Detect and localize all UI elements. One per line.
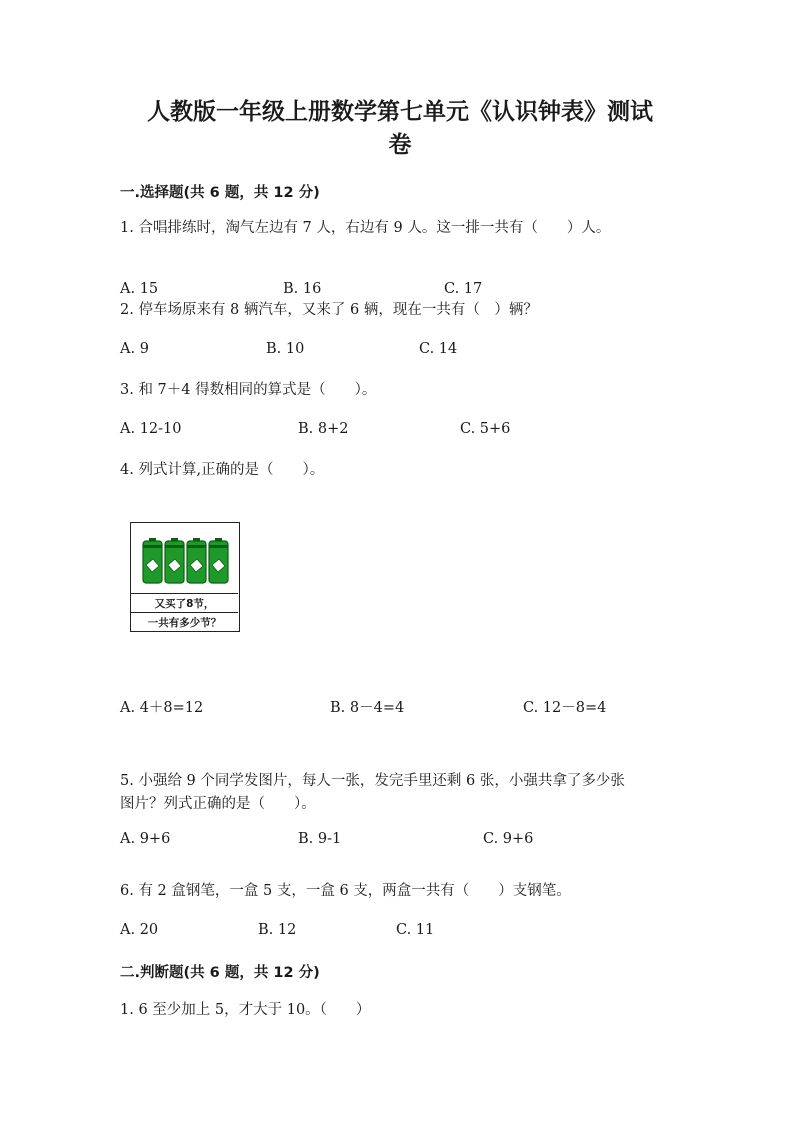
question-1: 1. 合唱排练时，淘气左边有 7 人，右边有 9 人。这一排一共有（ ）人。 bbox=[120, 220, 611, 236]
q4-option-a: A. 4＋8=12 bbox=[120, 700, 204, 716]
q3-option-a: A. 12-10 bbox=[120, 421, 182, 437]
q3-option-c: C. 5+6 bbox=[460, 421, 511, 437]
page-title-line1: 人教版一年级上册数学第七单元《认识钟表》测试 bbox=[147, 99, 653, 125]
battery-icon bbox=[187, 538, 206, 583]
q2-option-a: A. 9 bbox=[120, 341, 149, 357]
question-5-line2: 图片？列式正确的是（ ）。 bbox=[120, 796, 316, 812]
battery-icon bbox=[165, 538, 184, 583]
figure-caption-2: 一共有多少节？ bbox=[147, 617, 222, 629]
question-4: 4. 列式计算,正确的是（ ）。 bbox=[120, 462, 325, 478]
q1-option-c: C. 17 bbox=[444, 281, 483, 297]
figure-divider-2 bbox=[131, 612, 238, 613]
figure-divider-1 bbox=[131, 593, 238, 594]
question-5 bbox=[120, 770, 680, 816]
section-heading-judgement: 二.判断题(共 6 题，共 12 分) bbox=[120, 965, 320, 981]
batteries-image bbox=[141, 537, 231, 585]
q6-option-b: B. 12 bbox=[258, 922, 297, 938]
judgement-1: 1. 6 至少加上 5，才大于 10。（ ） bbox=[120, 1002, 371, 1018]
q4-option-b: B. 8－4=4 bbox=[330, 700, 405, 716]
q2-option-b: B. 10 bbox=[266, 341, 305, 357]
page-title-line2: 卷 bbox=[388, 132, 412, 158]
section-heading-choice: 一.选择题(共 6 题，共 12 分) bbox=[120, 185, 320, 201]
q4-option-c: C. 12－8=4 bbox=[523, 700, 607, 716]
question-2: 2. 停车场原来有 8 辆汽车，又来了 6 辆，现在一共有（ ）辆？ bbox=[120, 302, 538, 318]
q3-option-b: B. 8+2 bbox=[298, 421, 349, 437]
q2-option-c: C. 14 bbox=[419, 341, 458, 357]
question-5-line1: 5. 小强给 9 个同学发图片，每人一张，发完手里还剩 6 张，小强共拿了多少张 bbox=[120, 773, 625, 789]
q6-option-a: A. 20 bbox=[120, 922, 159, 938]
q5-option-a: A. 9+6 bbox=[120, 831, 171, 847]
q1-option-a: A. 15 bbox=[120, 281, 159, 297]
battery-figure bbox=[130, 522, 240, 632]
battery-icon bbox=[209, 538, 228, 583]
battery-icon bbox=[143, 538, 162, 583]
page-title bbox=[120, 96, 680, 162]
figure-caption-1: 又买了8节， bbox=[154, 598, 215, 610]
q5-option-c: C. 9+6 bbox=[483, 831, 534, 847]
q6-option-c: C. 11 bbox=[396, 922, 435, 938]
q5-option-b: B. 9-1 bbox=[298, 831, 342, 847]
question-6: 6. 有 2 盒钢笔，一盒 5 支，一盒 6 支，两盒一共有（ ）支钢笔。 bbox=[120, 883, 571, 899]
question-3: 3. 和 7＋4 得数相同的算式是（ ）。 bbox=[120, 382, 377, 398]
q1-option-b: B. 16 bbox=[283, 281, 322, 297]
